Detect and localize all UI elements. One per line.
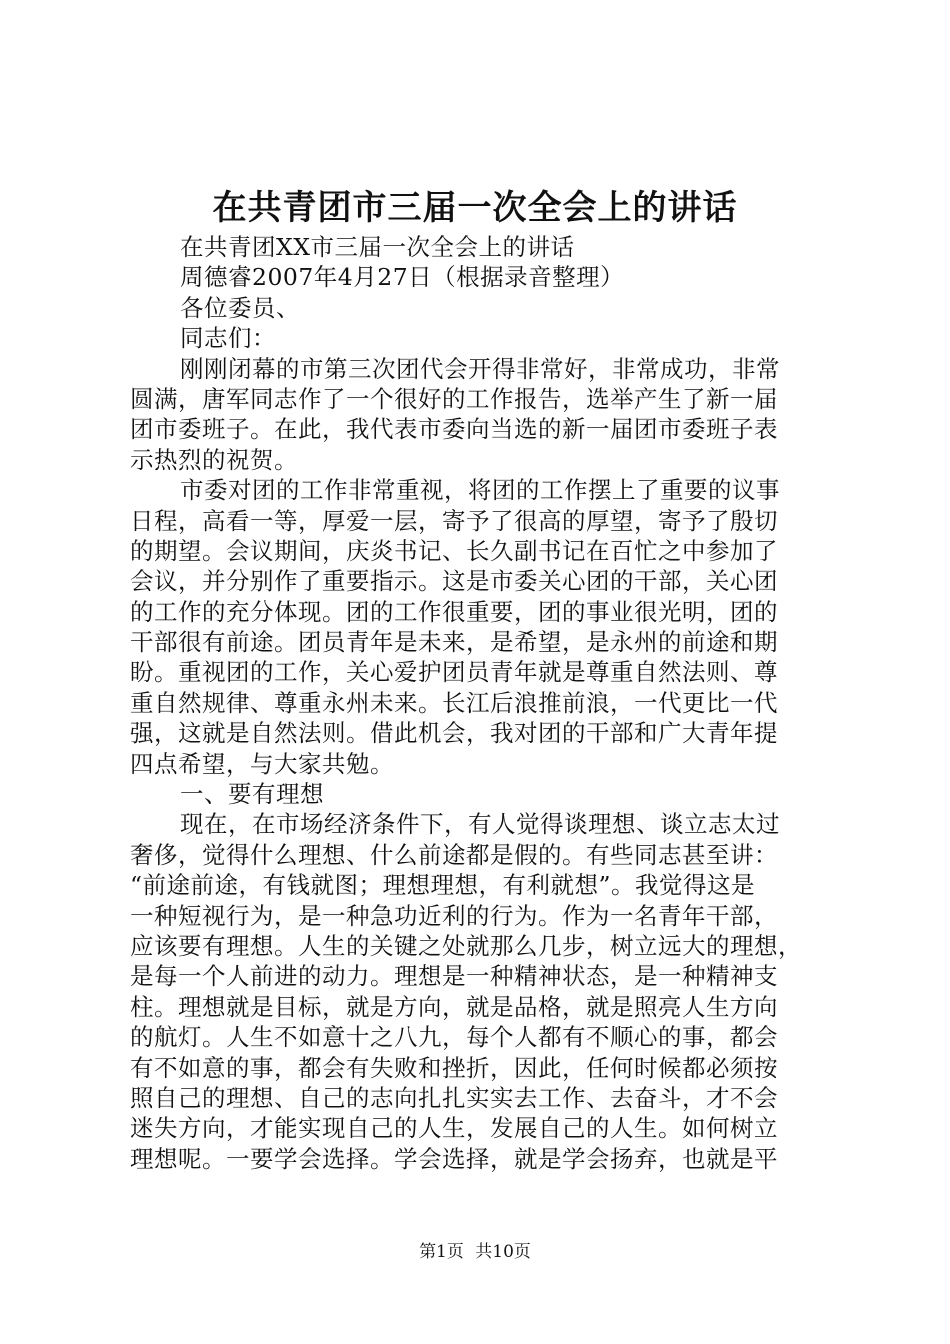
text-line: 现在，在市场经济条件下，有人觉得谈理想、谈立志太过: [180, 810, 780, 839]
text-line: 干部很有前途。团员青年是未来，是希望，是永州的前途和期: [130, 628, 778, 657]
document-title: 在共青团市三届一次全会上的讲话: [212, 188, 738, 228]
text-line: 柱。理想就是目标，就是方向，就是品格，就是照亮人生方向: [130, 992, 778, 1021]
text-line: 应该要有理想。人生的关键之处就那么几步，树立远大的理想，: [130, 931, 802, 960]
text-line: 刚刚闭幕的市第三次团代会开得非常好，非常成功，非常: [180, 354, 780, 383]
text-line: 市委对团的工作非常重视，将团的工作摆上了重要的议事: [180, 476, 780, 505]
text-line: 团市委班子。在此，我代表市委向当选的新一届团市委班子表: [130, 415, 778, 444]
text-line: 奢侈，觉得什么理想、什么前途都是假的。有些同志甚至讲：: [130, 840, 778, 869]
text-line: 重自然规律、尊重永州未来。长江后浪推前浪，一代更比一代: [130, 688, 778, 717]
text-line: 周德睿2007年4月27日（根据录音整理）: [180, 263, 625, 292]
text-line: 理想呢。一要学会选择。学会选择，就是学会扬弃，也就是平: [130, 1144, 778, 1173]
text-line: 圆满，唐军同志作了一个很好的工作报告，选举产生了新一届: [130, 384, 778, 413]
text-line: 有不如意的事，都会有失败和挫折，因此，任何时候都必须按: [130, 1053, 778, 1082]
text-line: 迷失方向，才能实现自己的人生，发展自己的人生。如何树立: [130, 1114, 778, 1143]
text-line: 日程，高看一等，厚爱一层，寄予了很高的厚望，寄予了殷切: [130, 506, 778, 535]
text-line: 同志们：: [180, 324, 276, 353]
text-line: 示热烈的祝贺。: [130, 445, 298, 474]
page-total: 共10页: [475, 1242, 531, 1262]
page-footer: [0, 1240, 950, 1264]
document-body: [130, 232, 830, 1174]
text-line: 的期望。会议期间，庆炎书记、长久副书记在百忙之中参加了: [130, 536, 778, 565]
text-line: 的工作的充分体现。团的工作很重要，团的事业很光明，团的: [130, 597, 778, 626]
text-line: 是每一个人前进的动力。理想是一种精神状态，是一种精神支: [130, 962, 778, 991]
page-number: 第1页: [419, 1242, 464, 1262]
text-line: 的航灯。人生不如意十之八九，每个人都有不顺心的事，都会: [130, 1023, 778, 1052]
text-line: “前途前途，有钱就图；理想理想，有利就想”。我觉得这是: [130, 871, 756, 900]
text-line: 盼。重视团的工作，关心爱护团员青年就是尊重自然法则、尊: [130, 658, 778, 687]
text-line: 照自己的理想、自己的志向扎扎实实去工作、去奋斗，才不会: [130, 1083, 778, 1112]
text-line: 一种短视行为，是一种急功近利的行为。作为一名青年干部，: [130, 901, 778, 930]
text-line: 各位委员、: [180, 293, 300, 322]
text-line: 四点希望，与大家共勉。: [130, 749, 394, 778]
text-line: 会议，并分别作了重要指示。这是市委关心团的干部，关心团: [130, 567, 778, 596]
text-line: 强，这就是自然法则。借此机会，我对团的干部和广大青年提: [130, 719, 778, 748]
text-line: 一、要有理想: [180, 780, 324, 809]
text-line: 在共青团XX市三届一次全会上的讲话: [180, 233, 575, 261]
